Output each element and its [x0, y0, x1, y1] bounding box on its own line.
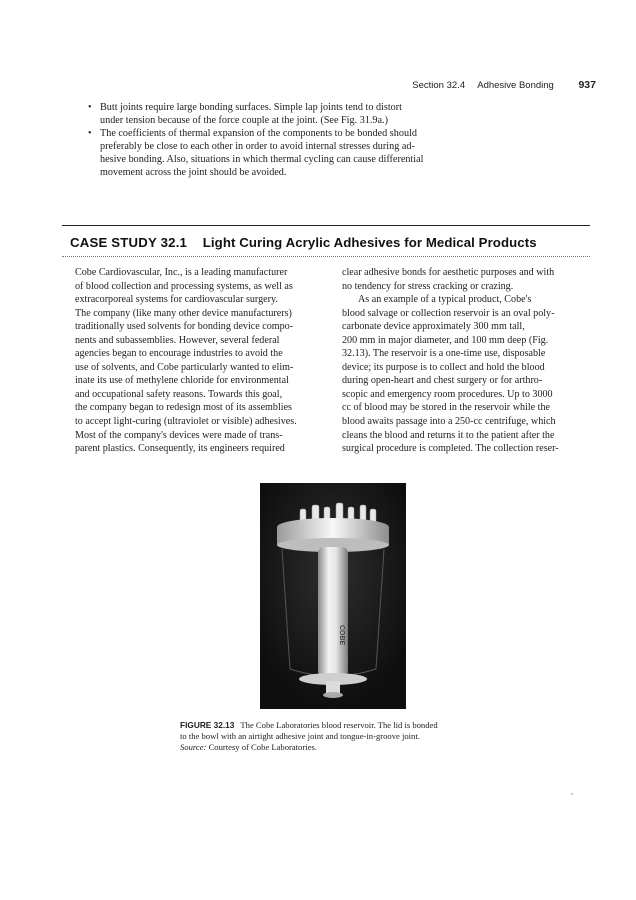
text-line: of blood collection and processing systems, as well as: [75, 280, 293, 292]
text-line: The company (like many other device manufacturers): [75, 307, 292, 319]
figure-photo: [260, 483, 406, 709]
text-line: the company began to redesign most of its assemblies: [75, 402, 292, 414]
text-line: 200 mm in major diameter, and 100 mm deep (Fig.: [342, 334, 549, 346]
bullet-line: The coefficients of thermal expansion of the components to be bonded should: [100, 128, 417, 140]
text-line: surgical procedure is completed. The collection reser-: [342, 443, 559, 455]
bullet-line: hesive bonding. Also, situations in which thermal cycling can cause differential: [100, 154, 424, 166]
section-number: Section 32.4: [412, 80, 466, 91]
text-line: extracorporeal systems for cardiovascular surgery.: [75, 294, 278, 306]
left-column: [75, 266, 315, 456]
case-study-label: CASE STUDY 32.1: [70, 235, 188, 250]
right-column: [342, 266, 582, 456]
scan-speck: [571, 793, 573, 795]
bullet-line: movement across the joint should be avoided.: [100, 167, 287, 179]
text-line: cleans the blood and returns it to the patient after the: [342, 429, 555, 441]
blood-reservoir-image: [260, 483, 406, 709]
bullet-item: [88, 101, 470, 127]
text-line: 32.13). The reservoir is a one-time use, disposable: [342, 348, 546, 360]
right-paragraph-1: [342, 266, 582, 293]
text-line: traditionally used solvents for bonding device compo-: [75, 321, 294, 333]
page-number: 937: [578, 79, 596, 91]
case-study-bottom-rule: [62, 256, 590, 257]
text-line: device; its purpose is to collect and hold the blood: [342, 361, 545, 373]
figure-label: FIGURE 32.13: [180, 720, 235, 730]
source-label: Source:: [180, 742, 207, 753]
caption-text-2: to the bowl with an airtight adhesive joint and tongue-in-groove joint.: [180, 731, 420, 742]
text-line: use of solvents, and Cobe particularly wanted to elim-: [75, 361, 294, 373]
text-line: blood awaits passage into a 250-cc centrifuge, which: [342, 416, 556, 428]
bullet-list: [88, 101, 470, 180]
text-line: nents and subassemblies. However, several federal: [75, 334, 280, 346]
text-line: blood salvage or collection reservoir is an oval poly-: [342, 307, 555, 319]
text-line: during open-heart and chest surgery or for arthro-: [342, 375, 543, 387]
section-topic: Adhesive Bonding: [477, 80, 554, 91]
text-line: carbonate device approximately 300 mm tall,: [342, 321, 525, 333]
right-paragraph-2: [342, 293, 582, 456]
bullet-item: [88, 127, 470, 179]
text-line: cc of blood may be stored in the reservoir while the: [342, 402, 550, 414]
text-line: agencies began to encourage industries to avoid the: [75, 348, 283, 360]
text-line: scopic and emergency room procedures. Up to 3000: [342, 388, 553, 400]
bullet-line: preferably be close to each other in order to avoid internal stresses during ad-: [100, 141, 415, 153]
bullet-icon: •: [88, 128, 92, 140]
caption-source: [180, 742, 508, 753]
bullet-icon: •: [88, 102, 92, 113]
bullet-line: under tension because of the force couple at the joint. (See Fig. 31.9a.): [100, 115, 388, 127]
text-line: Most of the company's devices were made of trans-: [75, 429, 283, 441]
text-line: clear adhesive bonds for aesthetic purposes and with: [342, 267, 555, 278]
caption-text-1: The Cobe Laboratories blood reservoir. The lid is bonded: [240, 720, 438, 730]
case-study-title: Light Curing Acrylic Adhesives for Medical Products: [202, 235, 537, 250]
text-line: no tendency for stress cracking or crazing.: [342, 280, 514, 292]
figure-caption: [180, 720, 508, 754]
device-brand-text: COBE: [338, 625, 345, 646]
bullet-line: Butt joints require large bonding surfaces. Simple lap joints tend to distort: [100, 102, 402, 113]
caption-line-1: [180, 720, 508, 731]
reservoir-column: [318, 547, 348, 677]
outlet-cap: [323, 692, 343, 698]
case-study-heading: [70, 235, 537, 250]
source-text: Courtesy of Cobe Laboratories.: [208, 742, 317, 753]
text-line: As an example of a typical product, Cobe's: [358, 294, 532, 306]
text-line: to accept light-curing (ultraviolet or visible) adhesives.: [75, 416, 297, 428]
text-line: inate its use of methylene chloride for environmental: [75, 375, 289, 387]
text-line: and occupational safety reasons. Towards this goal,: [75, 388, 283, 400]
case-study-top-rule: [62, 225, 590, 226]
text-line: parent plastics. Consequently, its engineers required: [75, 443, 285, 455]
left-paragraph: [75, 266, 315, 456]
running-header: [412, 79, 596, 91]
text-line: Cobe Cardiovascular, Inc., is a leading manufacturer: [75, 267, 288, 278]
